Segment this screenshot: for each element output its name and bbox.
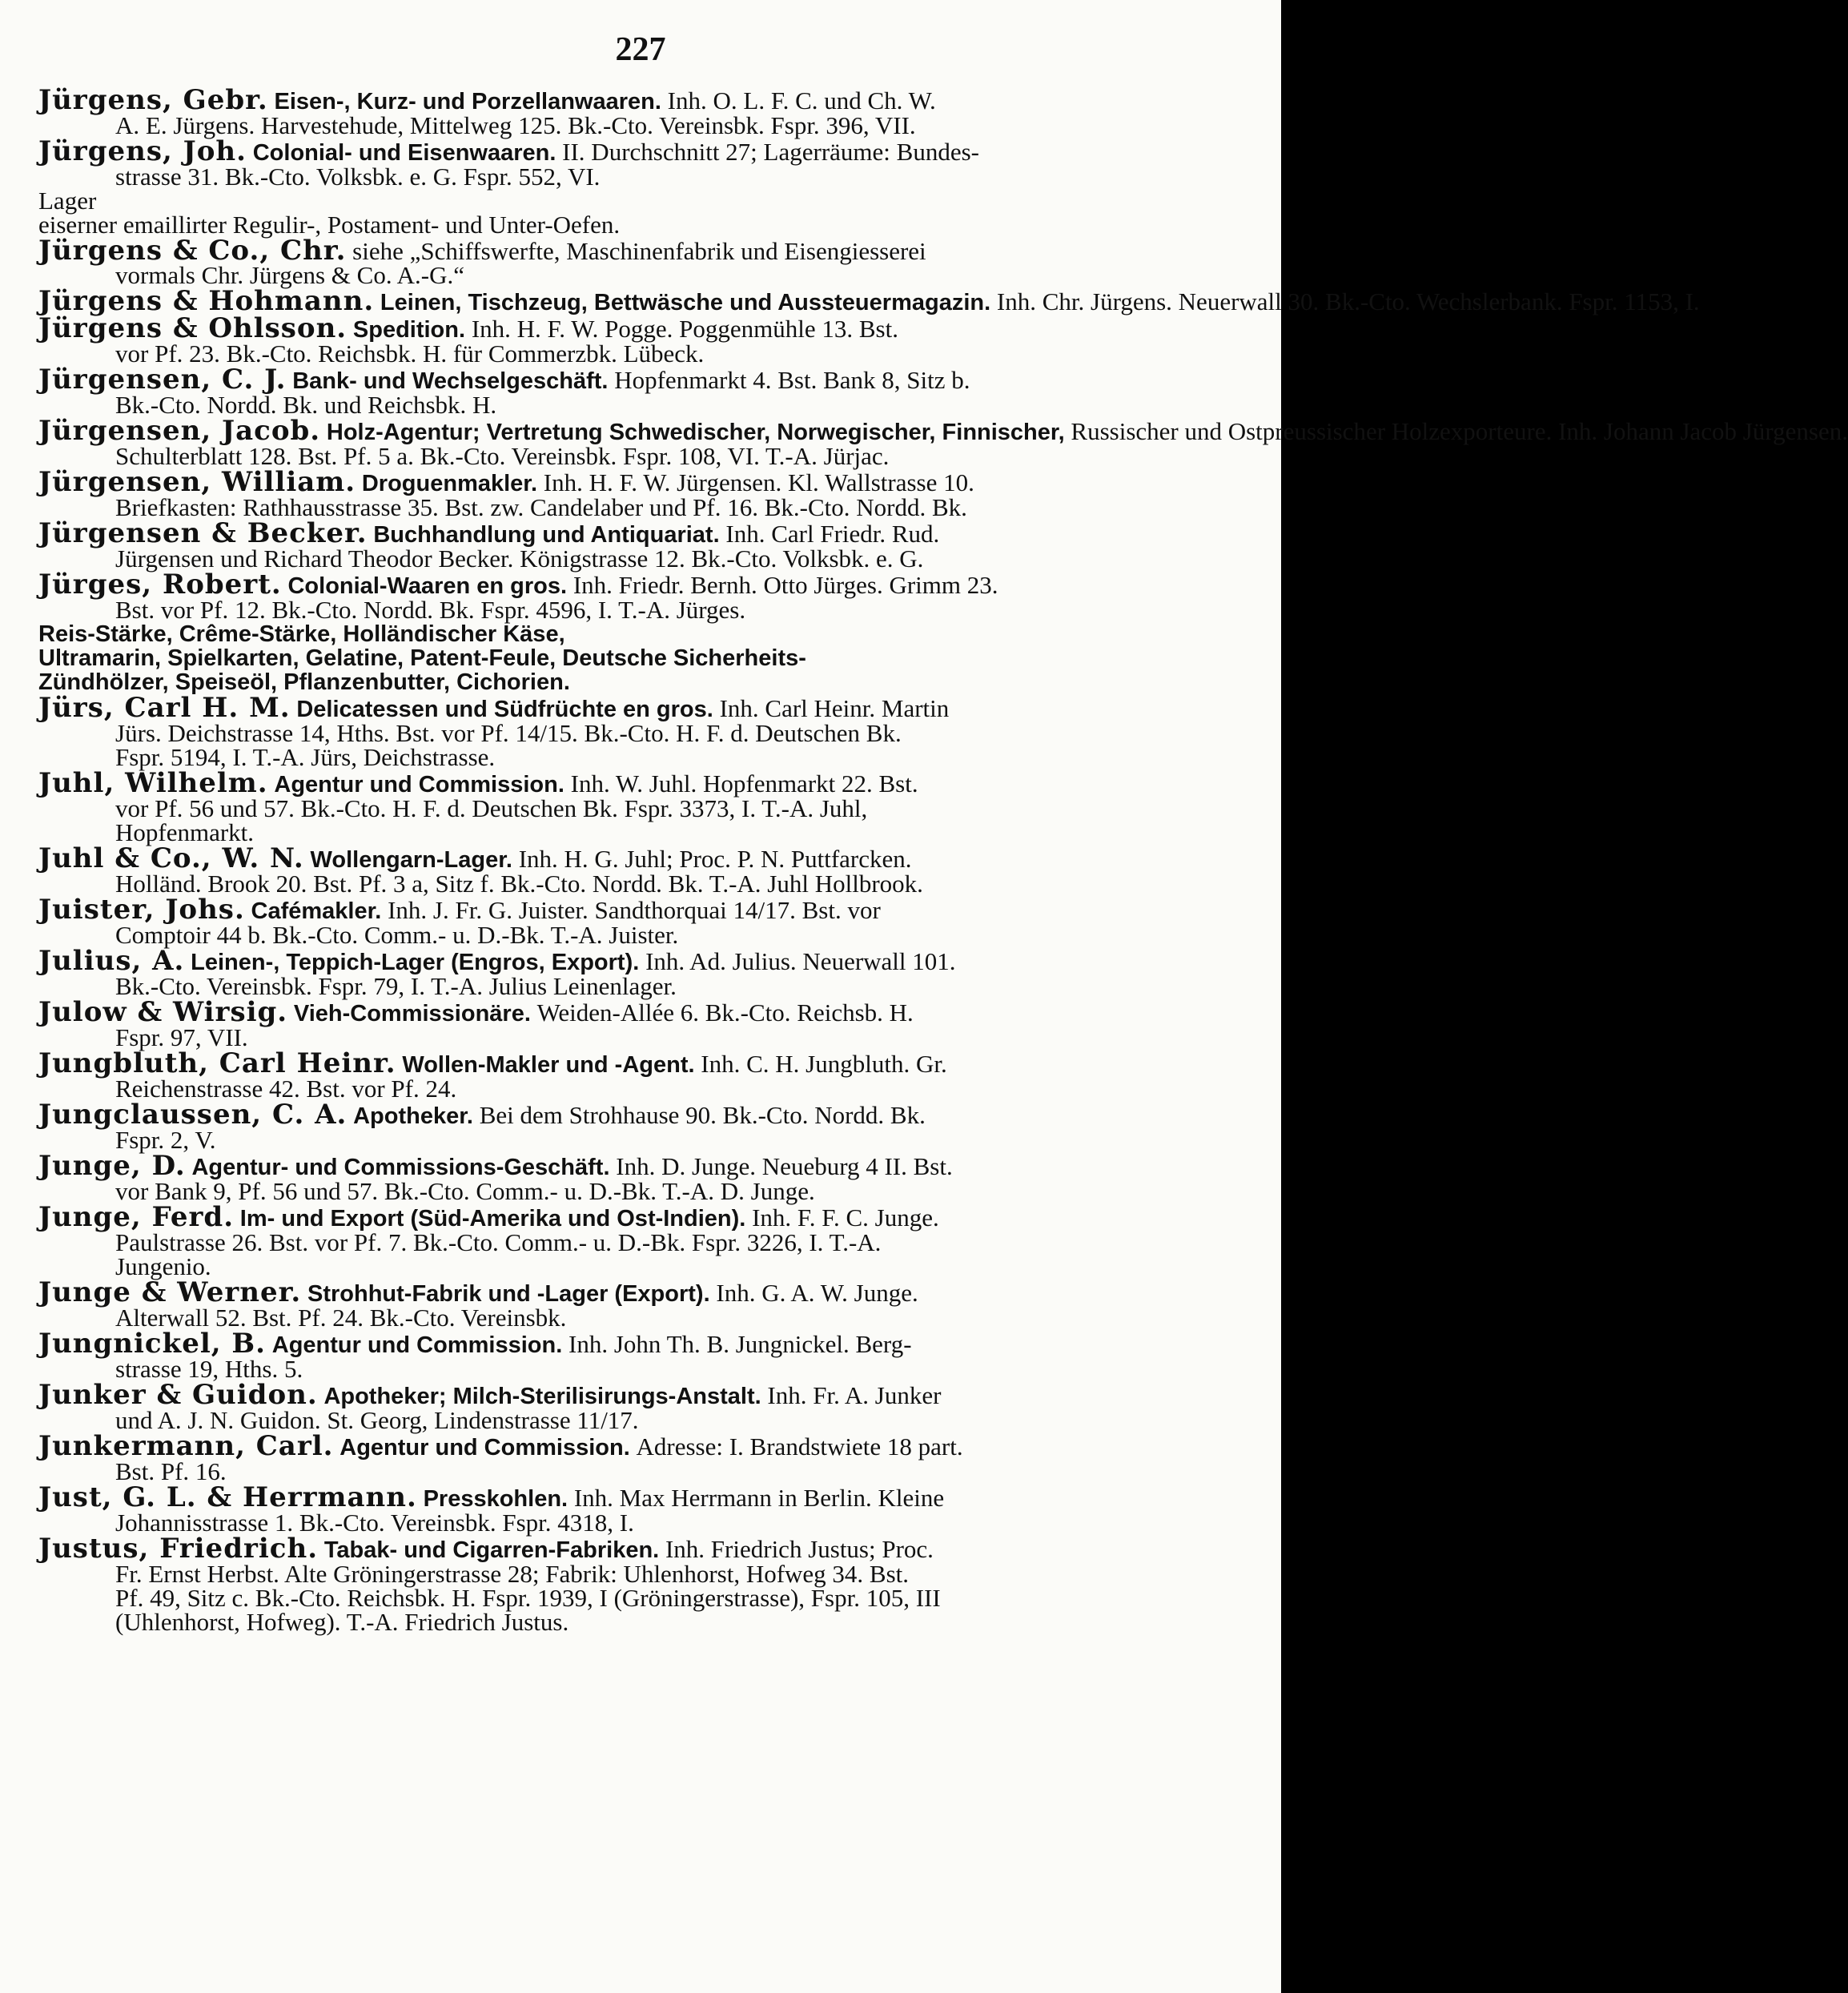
entry-first-line — [38, 1099, 1223, 1131]
entry-detail-line: Holländ. Brook 20. Bst. Pf. 3 a, Sitz f. Bk.-Cto. Nordd. Bk. T.-A. Juhl Hollbrook. — [115, 870, 923, 898]
entry-detail-line: Jungenio. — [115, 1252, 211, 1280]
entry-first-line — [38, 1047, 1223, 1079]
entry-first-line — [38, 135, 1223, 167]
entry-detail-line: vor Pf. 23. Bk.-Cto. Reichsbk. H. für Commerzbk. Lübeck. — [115, 340, 705, 368]
entry-detail-line: Bst. Pf. 16. — [115, 1457, 227, 1485]
entry-trade: Agentur und Commission. — [271, 1332, 563, 1358]
entry-detail-line: strasse 19, Hths. 5. — [115, 1355, 303, 1383]
entry-detail: Inh. Friedr. Bernh. Otto Jürges. Grimm 23. — [572, 571, 998, 599]
entry-detail-line: Jürs. Deichstrasse 14, Hths. Bst. vor Pf. 14/15. Bk.-Cto. H. F. d. Deutschen Bk. — [115, 719, 902, 747]
entry-detail: II. Durchschnitt 27; Lagerräume: Bundes- — [562, 138, 979, 166]
entry-first-line — [38, 235, 1223, 267]
entry-detail: Hopfenmarkt 4. Bst. Bank 8, Sitz b. — [614, 366, 970, 394]
entry-name: Jürgensen, Jacob. — [38, 415, 321, 447]
entry-trade: Droguenmakler. — [361, 471, 538, 496]
entry-detail-line: Pf. 49, Sitz c. Bk.-Cto. Reichsbk. H. Fspr. 1939, I (Gröningerstrasse), Fspr. 105, III — [115, 1584, 941, 1612]
entry-trade: Colonial-Waaren en gros. — [287, 573, 568, 599]
entry-detail: Inh. J. Fr. G. Juister. Sandthorquai 14/17. Bst. vor — [388, 896, 881, 924]
entry-name: Jungclaussen, C. A. — [38, 1099, 348, 1131]
entry-first-line — [38, 767, 1223, 799]
entry-detail-line: (Uhlenhorst, Hofweg). T.-A. Friedrich Justus. — [115, 1608, 569, 1636]
entry-centered-line: Lager — [38, 187, 97, 215]
entry-trade: Spedition. — [352, 317, 466, 343]
entry-name: Juister, Johs. — [38, 894, 245, 926]
entry-detail-line: Bk.-Cto. Nordd. Bk. und Reichsbk. H. — [115, 391, 497, 419]
entry-detail: Inh. G. A. W. Junge. — [716, 1279, 918, 1307]
entry-detail: siehe „Schiffswerfte, Maschinenfabrik und Eisengiesserei — [352, 237, 926, 265]
entry-name: Jürgens, Joh. — [38, 135, 247, 167]
entry-trade: Tabak- und Cigarren-Fabriken. — [323, 1537, 660, 1563]
entry-centered-trade-line: Zündhölzer, Speiseöl, Pflanzenbutter, Cichorien. — [38, 669, 570, 695]
directory-entry — [38, 945, 1223, 1000]
directory-entry — [38, 1328, 1223, 1383]
entry-first-line — [38, 692, 1223, 724]
entry-name: Just, G. L. & Herrmann. — [38, 1481, 417, 1513]
directory-entry — [38, 692, 1223, 771]
entry-detail: Inh. Carl Heinr. Martin — [719, 694, 950, 722]
entry-first-line — [38, 945, 1223, 977]
entry-name: Junge, Ferd. — [38, 1201, 235, 1233]
entry-name: Junge, D. — [38, 1150, 186, 1182]
directory-entry — [38, 1201, 1223, 1280]
entry-first-line — [38, 466, 1223, 498]
entry-detail: Russischer und Ostpreussischer Holzexporteure. Inh. Johann Jacob Jürgensen. — [1071, 417, 1848, 445]
directory-entry — [38, 1481, 1223, 1537]
entry-name: Jürgens & Co., Chr. — [38, 235, 347, 267]
entry-detail: Inh. W. Juhl. Hopfenmarkt 22. Bst. — [570, 769, 918, 798]
entry-first-line — [38, 894, 1223, 926]
directory-entry — [38, 517, 1223, 573]
entry-detail-line: Alterwall 52. Bst. Pf. 24. Bk.-Cto. Vereinsbk. — [115, 1304, 567, 1332]
entry-detail-line: vor Pf. 56 und 57. Bk.-Cto. H. F. d. Deutschen Bk. Fspr. 3373, I. T.-A. Juhl, — [115, 794, 868, 822]
entry-trade: Apotheker; Milch-Sterilisirungs-Anstalt. — [323, 1384, 761, 1409]
entry-name: Justus, Friedrich. — [38, 1533, 319, 1565]
entry-name: Jürgens & Hohmann. — [38, 285, 375, 317]
entry-detail-line: Fspr. 2, V. — [115, 1126, 216, 1154]
page-number: 227 — [615, 31, 666, 68]
directory-entry — [38, 1379, 1223, 1434]
entry-name: Juhl & Co., W. N. — [38, 842, 304, 874]
entry-name: Jürgensen, William. — [38, 466, 356, 498]
directory-entry — [38, 1276, 1223, 1332]
entry-trade: Agentur- und Commissions-Geschäft. — [191, 1155, 610, 1180]
entry-name: Jürges, Robert. — [38, 569, 282, 601]
entry-name: Jungbluth, Carl Heinr. — [38, 1047, 396, 1079]
entry-name: Jürgens & Ohlsson. — [38, 312, 348, 344]
entry-centered-trade-line: Reis-Stärke, Crême-Stärke, Holländischer Käse, — [38, 621, 565, 647]
directory-entry — [38, 996, 1223, 1051]
entry-first-line — [38, 285, 1700, 317]
entry-detail: Inh. Friedrich Justus; Proc. — [665, 1535, 934, 1563]
directory-entry — [38, 1150, 1223, 1205]
entry-trade: Bank- und Wechselgeschäft. — [292, 368, 609, 394]
entry-detail-line: Hopfenmarkt. — [115, 818, 255, 846]
entry-detail-line: Schulterblatt 128. Bst. Pf. 5 a. Bk.-Cto. Vereinsbk. Fspr. 108, VI. T.-A. Jürjac. — [115, 442, 890, 470]
entry-detail: Inh. Carl Friedr. Rud. — [725, 520, 940, 548]
entry-detail-line: Fr. Ernst Herbst. Alte Gröningerstrasse 28; Fabrik: Uhlenhorst, Hofweg 34. Bst. — [115, 1560, 910, 1588]
entry-trade: Vieh-Commissionäre. — [293, 1001, 531, 1027]
entry-detail-line: Fspr. 5194, I. T.-A. Jürs, Deichstrasse. — [115, 743, 496, 771]
entry-detail: Adresse: I. Brandstwiete 18 part. — [636, 1432, 963, 1461]
directory-entry — [38, 569, 1223, 695]
entry-detail: Bei dem Strohhause 90. Bk.-Cto. Nordd. Bk. — [479, 1101, 926, 1129]
directory-entry — [38, 135, 1223, 239]
entry-detail: Inh. H. F. W. Jürgensen. Kl. Wallstrasse 10. — [543, 468, 974, 496]
entry-trade: Leinen, Tischzeug, Bettwäsche und Aussteuermagazin. — [380, 290, 991, 315]
entry-first-line — [38, 1430, 1223, 1462]
entry-trade: Leinen-, Teppich-Lager (Engros, Export). — [191, 950, 640, 975]
entry-list — [38, 84, 1848, 1636]
entry-detail: Inh. Fr. A. Junker — [767, 1381, 942, 1409]
entry-detail: Inh. John Th. B. Jungnickel. Berg- — [568, 1330, 912, 1358]
entry-name: Jürgens, Gebr. — [38, 84, 268, 116]
entry-centered-trade-line: Ultramarin, Spielkarten, Gelatine, Patent-Feule, Deutsche Sicherheits- — [38, 645, 806, 671]
entry-name: Jürgensen, C. J. — [38, 364, 287, 396]
entry-detail-line: Jürgensen und Richard Theodor Becker. Königstrasse 12. Bk.-Cto. Volksbk. e. G. — [115, 544, 924, 573]
entry-detail-line: A. E. Jürgens. Harvestehude, Mittelweg 125. Bk.-Cto. Vereinsbk. Fspr. 396, VII. — [115, 111, 916, 139]
entry-first-line — [38, 84, 1223, 116]
directory-entry — [38, 767, 1223, 846]
entry-first-line — [38, 1379, 1223, 1411]
entry-trade: Presskohlen. — [423, 1486, 568, 1512]
entry-detail-line: Fspr. 97, VII. — [115, 1023, 248, 1051]
entry-trade: Apotheker. — [353, 1103, 473, 1129]
entry-trade: Colonial- und Eisenwaaren. — [252, 140, 556, 166]
entry-first-line — [38, 364, 1223, 396]
entry-detail-line: strasse 31. Bk.-Cto. Volksbk. e. G. Fspr. 552, VI. — [115, 163, 601, 191]
entry-detail: Inh. D. Junge. Neueburg 4 II. Bst. — [616, 1152, 953, 1180]
entry-first-line — [38, 1533, 1223, 1565]
entry-first-line — [38, 1150, 1223, 1182]
entry-name: Jungnickel, B. — [38, 1328, 266, 1360]
entry-trade: Cafémakler. — [251, 898, 382, 924]
entry-detail: Inh. O. L. F. C. und Ch. W. — [667, 86, 936, 115]
entry-trade: Eisen-, Kurz- und Porzellanwaaren. — [274, 89, 661, 115]
entry-trade: Delicatessen und Südfrüchte en gros. — [296, 697, 713, 722]
entry-first-line — [38, 1201, 1223, 1233]
entry-trade: Wollen-Makler und -Agent. — [402, 1052, 695, 1078]
entry-centered-line: eiserner emaillirter Regulir-, Postament- und Unter-Oefen. — [38, 211, 621, 239]
directory-entry — [38, 415, 1848, 470]
directory-entry — [38, 285, 1700, 317]
directory-entry — [38, 364, 1223, 419]
entry-name: Junge & Werner. — [38, 1276, 302, 1308]
directory-entry — [38, 842, 1223, 898]
entry-detail: Inh. H. F. W. Pogge. Poggenmühle 13. Bst. — [471, 315, 898, 343]
entry-name: Jürgensen & Becker. — [38, 517, 368, 549]
entry-trade: Agentur und Commission. — [274, 772, 564, 798]
directory-entry — [38, 1047, 1223, 1103]
entry-trade: Wollengarn-Lager. — [310, 847, 512, 873]
entry-detail-line: Reichenstrasse 42. Bst. vor Pf. 24. — [115, 1075, 457, 1103]
directory-entry — [38, 1099, 1223, 1154]
entry-detail-line: vormals Chr. Jürgens & Co. A.-G.“ — [115, 261, 464, 289]
entry-detail-line: Briefkasten: Rathhausstrasse 35. Bst. zw. Candelaber und Pf. 16. Bk.-Cto. Nordd. Bk. — [115, 493, 967, 521]
entry-name: Juhl, Wilhelm. — [38, 767, 268, 799]
entry-detail-line: Paulstrasse 26. Bst. vor Pf. 7. Bk.-Cto. Comm.- u. D.-Bk. Fspr. 3226, I. T.-A. — [115, 1228, 882, 1256]
entry-detail-line: Johannisstrasse 1. Bk.-Cto. Vereinsbk. Fspr. 4318, I. — [115, 1509, 634, 1537]
entry-first-line — [38, 517, 1223, 549]
entry-first-line — [38, 842, 1223, 874]
entry-trade: Agentur und Commission. — [339, 1435, 630, 1461]
directory-entry — [38, 466, 1223, 521]
entry-trade: Im- und Export (Süd-Amerika und Ost-Indien). — [239, 1206, 746, 1232]
directory-entry — [38, 312, 1223, 368]
entry-detail: Inh. Chr. Jürgens. Neuerwall 30. Bk.-Cto. Wechslerbank. Fspr. 1153, I. — [996, 287, 1700, 315]
entry-first-line — [38, 312, 1223, 344]
entry-name: Julow & Wirsig. — [38, 996, 288, 1028]
entry-first-line — [38, 1328, 1223, 1360]
entry-trade: Buchhandlung und Antiquariat. — [373, 522, 720, 548]
entry-first-line — [38, 415, 1848, 447]
entry-detail-line: Comptoir 44 b. Bk.-Cto. Comm.- u. D.-Bk. T.-A. Juister. — [115, 921, 679, 949]
entry-detail-line: Bst. vor Pf. 12. Bk.-Cto. Nordd. Bk. Fspr. 4596, I. T.-A. Jürges. — [115, 596, 746, 624]
directory-entry — [38, 84, 1223, 139]
entry-first-line — [38, 569, 1223, 601]
entry-detail-line: vor Bank 9, Pf. 56 und 57. Bk.-Cto. Comm.- u. D.-Bk. T.-A. D. Junge. — [115, 1177, 815, 1205]
entry-name: Julius, A. — [38, 945, 185, 977]
entry-first-line — [38, 996, 1223, 1028]
directory-entry — [38, 235, 1223, 289]
entry-name: Jürs, Carl H. M. — [38, 692, 291, 724]
entry-trade: Strohhut-Fabrik und -Lager (Export). — [307, 1281, 710, 1307]
entry-first-line — [38, 1276, 1223, 1308]
directory-entry — [38, 1430, 1223, 1485]
entry-detail: Inh. C. H. Jungbluth. Gr. — [701, 1050, 947, 1078]
entry-detail: Inh. Ad. Julius. Neuerwall 101. — [645, 947, 956, 975]
directory-entry — [38, 1533, 1223, 1636]
entry-detail-line: und A. J. N. Guidon. St. Georg, Lindenstrasse 11/17. — [115, 1406, 639, 1434]
entry-name: Junkermann, Carl. — [38, 1430, 334, 1462]
directory-entry — [38, 894, 1223, 949]
entry-detail-line: Bk.-Cto. Vereinsbk. Fspr. 79, I. T.-A. Julius Leinenlager. — [115, 972, 677, 1000]
entry-detail: Inh. H. G. Juhl; Proc. P. N. Puttfarcken. — [518, 845, 912, 873]
entry-first-line — [38, 1481, 1223, 1513]
entry-name: Junker & Guidon. — [38, 1379, 318, 1411]
entry-trade: Holz-Agentur; Vertretung Schwedischer, Norwegischer, Finnischer, — [326, 420, 1065, 445]
entry-detail: Inh. Max Herrmann in Berlin. Kleine — [573, 1484, 945, 1512]
entry-detail: Inh. F. F. C. Junge. — [752, 1203, 939, 1232]
entry-detail: Weiden-Allée 6. Bk.-Cto. Reichsb. H. — [536, 999, 914, 1027]
